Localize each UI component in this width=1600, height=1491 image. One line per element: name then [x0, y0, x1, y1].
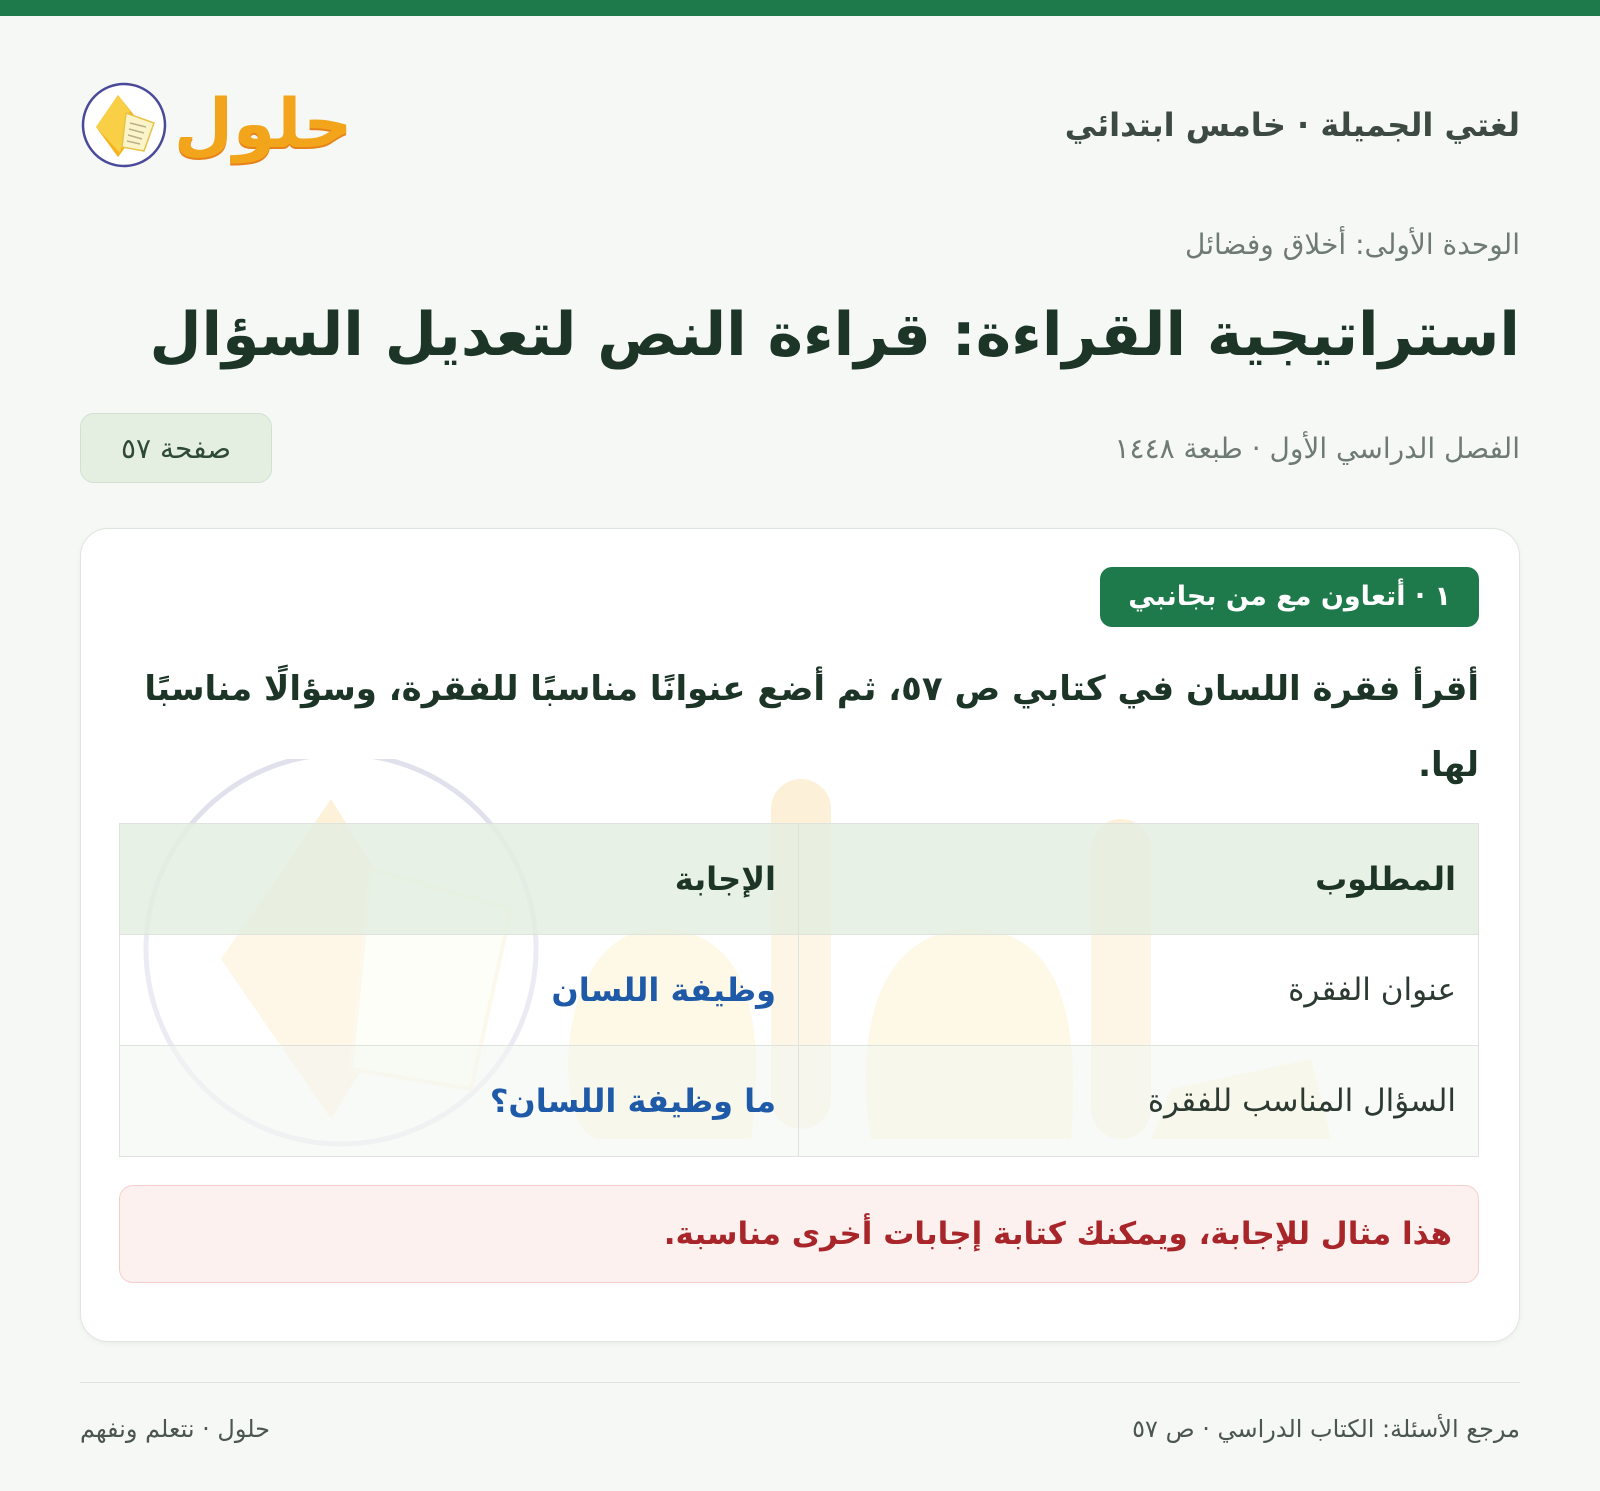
column-header-answer: الإجابة	[120, 824, 799, 935]
task-instruction: أقرأ فقرة اللسان في كتابي ص ٥٧، ثم أضع عنوانًا مناسبًا للفقرة، وسؤالًا مناسبًا لها.	[144, 669, 1479, 785]
exercise-card	[80, 528, 1520, 1342]
subject-title: لغتي الجميلة · خامس ابتدائي	[1064, 106, 1520, 144]
footer-reference: مرجع الأسئلة: الكتاب الدراسي · ص ٥٧	[1132, 1415, 1520, 1443]
page-header	[80, 70, 1520, 180]
footer-brand[interactable]: حلول · نتعلم ونفهم	[80, 1415, 270, 1443]
site-logo[interactable]	[80, 81, 352, 169]
footer-divider	[80, 1382, 1520, 1383]
required-cell: عنوان الفقرة	[799, 935, 1479, 1046]
table-row	[120, 1046, 1479, 1157]
lesson-title: استراتيجية القراءة: قراءة النص لتعديل السؤال	[149, 300, 1520, 370]
book-diamond-icon	[80, 81, 168, 169]
top-accent-bar	[0, 0, 1600, 16]
page-number-badge: صفحة ٥٧	[80, 413, 272, 483]
answer-cell: ما وظيفة اللسان؟	[120, 1046, 799, 1157]
answer-table	[119, 823, 1479, 1157]
logo-wordmark: حلول	[174, 85, 353, 164]
column-header-required: المطلوب	[799, 824, 1479, 935]
required-cell: السؤال المناسب للفقرة	[799, 1046, 1479, 1157]
answer-cell: وظيفة اللسان	[120, 935, 799, 1046]
term-edition: الفصل الدراسي الأول · طبعة ١٤٤٨	[1114, 431, 1520, 465]
page-footer	[80, 1404, 1520, 1454]
table-header-row	[120, 824, 1479, 935]
answer-note: هذا مثال للإجابة، ويمكنك كتابة إجابات أخرى مناسبة.	[119, 1185, 1479, 1283]
lesson-meta-row	[80, 412, 1520, 484]
table-row	[120, 935, 1479, 1046]
task-number-badge: ١ · أتعاون مع من بجانبي	[1100, 567, 1479, 627]
unit-label: الوحدة الأولى: أخلاق وفضائل	[1185, 228, 1520, 261]
